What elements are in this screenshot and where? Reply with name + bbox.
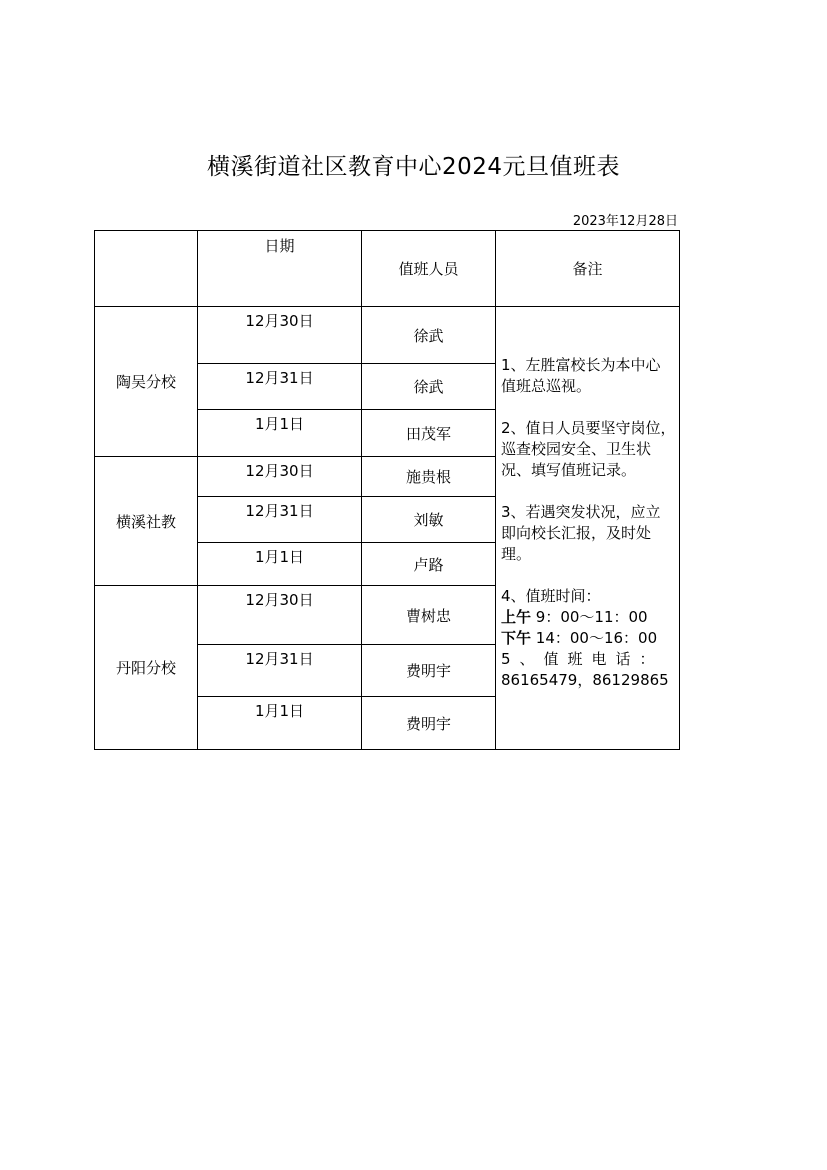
am-time: 9：00～11：00 <box>535 608 648 626</box>
note-2 <box>501 418 675 481</box>
branch-cell: 丹阳分校 <box>95 586 198 750</box>
header-note: 备注 <box>496 231 680 307</box>
header-person: 值班人员 <box>362 231 496 307</box>
am-label: 上午 <box>501 608 532 626</box>
date-cell: 12月30日 <box>198 457 362 497</box>
note-1 <box>501 355 675 397</box>
date-cell: 12月31日 <box>198 364 362 410</box>
note-phones: 86165479，86129865 <box>501 671 669 689</box>
date-cell: 1月1日 <box>198 543 362 586</box>
note-phone-label: 5、值班电话： <box>501 650 664 668</box>
pm-time: 14：00～16：00 <box>535 629 658 647</box>
note-text: 4、值班时间： <box>501 587 601 605</box>
note-4 <box>501 586 675 691</box>
person-cell: 田茂军 <box>362 410 496 457</box>
person-cell: 徐武 <box>362 307 496 364</box>
note-text: 况、填写值班记录。 <box>501 461 637 479</box>
notes-cell <box>496 307 680 750</box>
person-cell: 徐武 <box>362 364 496 410</box>
date-cell: 12月30日 <box>198 307 362 364</box>
table-row <box>95 307 680 364</box>
table-header-row <box>95 231 680 307</box>
page-title: 横溪街道社区教育中心2024元旦值班表 <box>206 154 621 180</box>
note-am-line <box>501 607 675 628</box>
note-text: 巡查校园安全、卫生状 <box>501 440 652 458</box>
duty-table <box>94 230 680 750</box>
person-cell: 费明宇 <box>362 645 496 697</box>
person-cell: 卢路 <box>362 543 496 586</box>
note-text: 3、若遇突发状况，应立 <box>501 503 661 521</box>
note-text: 即向校长汇报，及时处 <box>501 524 652 542</box>
note-text: 2、值日人员要坚守岗位， <box>501 419 676 437</box>
header-date: 日期 <box>198 231 362 307</box>
person-cell: 刘敏 <box>362 497 496 543</box>
branch-cell: 横溪社教 <box>95 457 198 586</box>
person-cell: 费明宇 <box>362 697 496 750</box>
note-3 <box>501 502 675 565</box>
date-cell: 12月30日 <box>198 586 362 645</box>
pm-label: 下午 <box>501 629 532 647</box>
date-cell: 1月1日 <box>198 697 362 750</box>
branch-cell: 陶吴分校 <box>95 307 198 457</box>
note-text: 理。 <box>501 545 532 563</box>
document-date: 2023年12月28日 <box>572 214 678 229</box>
person-cell: 施贵根 <box>362 457 496 497</box>
date-cell: 12月31日 <box>198 497 362 543</box>
person-cell: 曹树忠 <box>362 586 496 645</box>
date-cell: 12月31日 <box>198 645 362 697</box>
note-text: 值班总巡视。 <box>501 377 592 395</box>
header-branch <box>95 231 198 307</box>
note-text: 1、左胜富校长为本中心 <box>501 356 661 374</box>
note-pm-line <box>501 628 675 649</box>
date-cell: 1月1日 <box>198 410 362 457</box>
